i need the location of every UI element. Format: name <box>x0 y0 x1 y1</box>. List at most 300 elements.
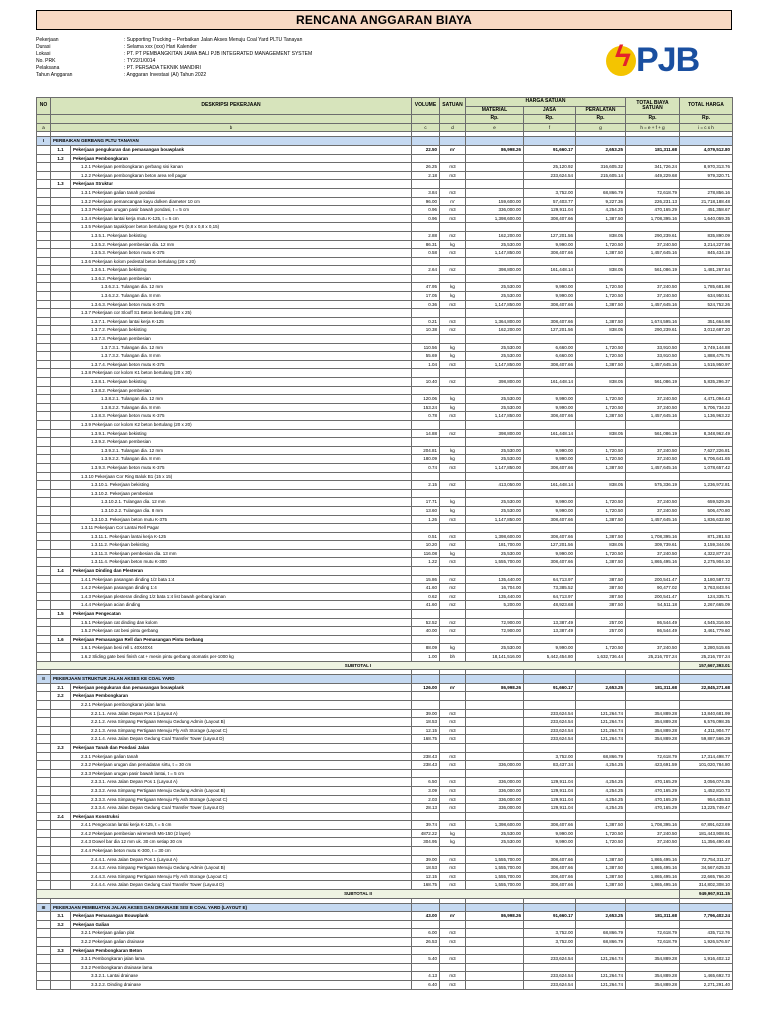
equipment-price-cell: 1,720.50 <box>576 292 626 301</box>
total-price-cell: 979,320.71 <box>680 171 733 180</box>
service-price-cell: 9,990.00 <box>524 644 576 653</box>
table-row <box>37 558 733 567</box>
total-unit-cost-cell: 423,691.59 <box>626 761 680 770</box>
empty-cell <box>51 335 71 344</box>
item-description: 2.4.3 Dowel bar dia 12 mm uk. 30 cm setiap 30 cm <box>71 838 412 847</box>
unit-cell <box>440 743 466 752</box>
row-number <box>37 163 51 172</box>
equipment-price-cell <box>576 610 626 619</box>
equipment-price-cell: 4,254.25 <box>576 804 626 813</box>
row-number <box>37 541 51 550</box>
row-number <box>37 795 51 804</box>
item-description: 1.4.3 Pekerjaan plesteran dinding 1/2 bata 1:4 list bawah gerbang kanan <box>71 592 412 601</box>
unit-cell: m3 <box>440 249 466 258</box>
service-price-cell: 161,448.14 <box>524 266 576 275</box>
total-unit-cost-cell: 290,239.61 <box>626 326 680 335</box>
row-number <box>37 829 51 838</box>
table-row <box>37 549 733 558</box>
material-price-cell <box>466 163 524 172</box>
volume-cell: 180.09 <box>412 455 440 464</box>
material-price-cell <box>466 812 524 821</box>
material-price-cell: 25,530.00 <box>466 343 524 352</box>
project-info-label: Pekerjaan <box>36 37 59 43</box>
budget-table <box>36 97 733 990</box>
volume-cell <box>412 692 440 701</box>
total-price-cell: 22,845,271.68 <box>680 683 733 692</box>
row-number <box>37 955 51 964</box>
equipment-price-cell: 68,866.79 <box>576 929 626 938</box>
total-unit-cost-cell: 54,511.18 <box>626 601 680 610</box>
table-row <box>37 881 733 890</box>
equipment-price-cell: 68,866.79 <box>576 752 626 761</box>
volume-cell: 3.84 <box>412 188 440 197</box>
volume-cell: 153.24 <box>412 403 440 412</box>
volume-cell: 0.78 <box>412 412 440 421</box>
unit-cell: m2 <box>440 618 466 627</box>
row-number <box>37 145 51 154</box>
service-price-cell: 91,660.17 <box>524 912 576 921</box>
empty-cell <box>51 498 71 507</box>
table-row <box>37 972 733 981</box>
unit-cell <box>440 154 466 163</box>
empty-cell <box>51 206 71 215</box>
table-row <box>37 438 733 447</box>
total-unit-cost-cell: 25,216,707.24 <box>626 653 680 662</box>
total-unit-cost-cell <box>626 769 680 778</box>
col-no: NO <box>37 98 51 115</box>
table-row <box>37 683 733 692</box>
total-price-cell: 3,056,074.35 <box>680 778 733 787</box>
table-row <box>37 872 733 881</box>
currency-label: Rp. <box>576 115 626 124</box>
table-row <box>37 864 733 873</box>
table-row <box>37 610 733 619</box>
total-price-cell: 1,465,692.73 <box>680 972 733 981</box>
item-description: 1.6.1 Pekerjaan besi rell L 40X40X4 <box>71 644 412 653</box>
volume-cell: 43.00 <box>412 912 440 921</box>
material-price-cell: 25,530.00 <box>466 395 524 404</box>
total-price-cell: 3,749,144.88 <box>680 343 733 352</box>
volume-cell: 28.13 <box>412 804 440 813</box>
unit-cell: m3 <box>440 317 466 326</box>
volume-cell: 96.00 <box>412 197 440 206</box>
service-price-cell: 64,713.97 <box>524 575 576 584</box>
row-number <box>37 627 51 636</box>
empty-cell <box>51 369 71 378</box>
item-number: 2.1 <box>51 683 71 692</box>
total-unit-cost-cell <box>626 920 680 929</box>
service-price-cell: 233,624.54 <box>524 735 576 744</box>
total-price-cell: 351,664.98 <box>680 317 733 326</box>
unit-cell: m2 <box>440 231 466 240</box>
total-price-cell <box>680 489 733 498</box>
service-price-cell: 5,442,454.80 <box>524 653 576 662</box>
equipment-price-cell: 68,866.79 <box>576 188 626 197</box>
item-description: 1.5.2 Pekerjaan cat besi pintu gerbang <box>71 627 412 636</box>
total-unit-cost-cell: 86,544.49 <box>626 618 680 627</box>
total-price-cell <box>680 946 733 955</box>
item-description: 1.4.2 Pekerjaan pasangan dinding 1:4 <box>71 584 412 593</box>
service-price-cell: 308,407.66 <box>524 872 576 881</box>
item-description: 1.3.9.3. Pekerjaan beton mutu K-375 <box>71 463 412 472</box>
empty-cell <box>51 592 71 601</box>
service-price-cell: 308,407.66 <box>524 317 576 326</box>
unit-cell: m3 <box>440 955 466 964</box>
column-letter: f <box>524 123 576 132</box>
empty-cell <box>51 786 71 795</box>
row-number <box>37 804 51 813</box>
item-description: 1.3.7.3. Pekerjaan pembesian <box>71 335 412 344</box>
service-price-cell: 129,911.04 <box>524 786 576 795</box>
total-unit-cost-cell: 1,865,495.16 <box>626 872 680 881</box>
table-row <box>37 769 733 778</box>
total-unit-cost-cell: 37,240.50 <box>626 506 680 515</box>
material-price-cell <box>466 769 524 778</box>
table-row <box>37 752 733 761</box>
row-number <box>37 429 51 438</box>
item-description: 3.2.1 Pekerjaan galian plat <box>71 929 412 938</box>
equipment-price-cell: 1,632,736.44 <box>576 653 626 662</box>
total-price-cell <box>680 472 733 481</box>
unit-cell: m2 <box>440 601 466 610</box>
project-info <box>36 37 312 79</box>
total-unit-cost-cell <box>626 223 680 232</box>
item-description: 2.3.3.1. Area Jalan Depan Pos 1 (Layout A) <box>71 778 412 787</box>
currency-label: Rp. <box>466 115 524 124</box>
material-price-cell: 25,530.00 <box>466 838 524 847</box>
item-number: 3.2 <box>51 920 71 929</box>
total-price-cell <box>680 223 733 232</box>
material-price-cell: 1,147,850.00 <box>466 300 524 309</box>
empty-cell <box>51 601 71 610</box>
volume-cell: 110.56 <box>412 343 440 352</box>
material-price-cell <box>466 257 524 266</box>
item-description: Pekerjaan Pengecatan <box>71 610 412 619</box>
total-unit-cost-cell <box>626 438 680 447</box>
empty-cell <box>51 223 71 232</box>
equipment-price-cell: 1,720.50 <box>576 644 626 653</box>
item-description: 3.3.2.1. Lantai drainase <box>71 972 412 981</box>
section-row <box>37 903 733 912</box>
unit-cell: m3 <box>440 412 466 421</box>
table-row <box>37 635 733 644</box>
material-price-cell: 162,200.00 <box>466 231 524 240</box>
material-price-cell <box>466 675 524 684</box>
service-price-cell: 9,990.00 <box>524 498 576 507</box>
material-price-cell: 1,398,600.00 <box>466 821 524 830</box>
total-unit-cost-cell <box>626 743 680 752</box>
unit-cell <box>440 692 466 701</box>
table-row <box>37 266 733 275</box>
volume-cell <box>412 489 440 498</box>
equipment-price-cell: 1,387.50 <box>576 463 626 472</box>
material-price-cell: 5,200.00 <box>466 601 524 610</box>
empty-cell <box>51 438 71 447</box>
volume-cell: 22.50 <box>412 145 440 154</box>
service-price-cell <box>524 309 576 318</box>
item-description: 1.3.6.3. Pekerjaan beton mutu K-375 <box>71 300 412 309</box>
unit-cell <box>440 335 466 344</box>
total-unit-cost-cell <box>626 524 680 533</box>
material-price-cell <box>466 274 524 283</box>
column-letter: i = c x h <box>680 123 733 132</box>
volume-cell <box>412 420 440 429</box>
table-row <box>37 378 733 387</box>
material-price-cell <box>466 472 524 481</box>
empty-cell <box>51 769 71 778</box>
unit-cell: m2 <box>440 592 466 601</box>
item-description: 2.2.1.3. Area Simpang Pertigaan Menuju Fly Ash Storage (Layout C) <box>71 726 412 735</box>
unit-cell: m3 <box>440 463 466 472</box>
service-price-cell: 129,911.04 <box>524 206 576 215</box>
item-description: 1.5.1 Pekerjaan cat dinding dan kolom <box>71 618 412 627</box>
volume-cell <box>412 812 440 821</box>
item-description: 1.3.6 Pekerjaan kolom pedestal beton bertulang (20 x 20) <box>71 257 412 266</box>
equipment-price-cell: 387.50 <box>576 592 626 601</box>
service-price-cell <box>524 438 576 447</box>
table-row <box>37 403 733 412</box>
service-price-cell: 308,407.66 <box>524 864 576 873</box>
material-price-cell: 398,800.00 <box>466 378 524 387</box>
total-price-cell <box>680 769 733 778</box>
empty-cell <box>51 515 71 524</box>
equipment-price-cell: 1,720.50 <box>576 283 626 292</box>
total-unit-cost-cell: 1,674,595.16 <box>626 317 680 326</box>
volume-cell <box>412 903 440 912</box>
row-number <box>37 864 51 873</box>
row-number <box>37 567 51 576</box>
unit-cell <box>440 369 466 378</box>
volume-cell <box>412 386 440 395</box>
project-info-value: : Supporting Trucking – Perbaikan Jalan Akses Menuju Coal Yard PLTU Tanayan <box>124 37 303 43</box>
service-price-cell: 9,990.00 <box>524 506 576 515</box>
equipment-price-cell: 1,720.50 <box>576 829 626 838</box>
total-unit-cost-cell <box>626 274 680 283</box>
equipment-price-cell: 257.00 <box>576 627 626 636</box>
total-unit-cost-cell: 354,889.28 <box>626 955 680 964</box>
table-row <box>37 240 733 249</box>
service-price-cell: 64,713.97 <box>524 592 576 601</box>
material-price-cell: 336,000.00 <box>466 786 524 795</box>
unit-cell: m3 <box>440 206 466 215</box>
row-number <box>37 558 51 567</box>
table-row <box>37 743 733 752</box>
volume-cell: 10.40 <box>412 378 440 387</box>
volume-cell: 26.53 <box>412 938 440 947</box>
equipment-price-cell <box>576 274 626 283</box>
unit-cell: m3 <box>440 821 466 830</box>
unit-cell: m3 <box>440 855 466 864</box>
empty-cell <box>51 360 71 369</box>
row-number <box>37 463 51 472</box>
row-number <box>37 481 51 490</box>
volume-cell <box>412 963 440 972</box>
material-price-cell: 72,900.00 <box>466 618 524 627</box>
total-unit-cost-cell <box>626 137 680 146</box>
equipment-price-cell: 257.00 <box>576 618 626 627</box>
equipment-price-cell: 1,720.50 <box>576 506 626 515</box>
material-price-cell: 25,530.00 <box>466 240 524 249</box>
row-number <box>37 838 51 847</box>
service-price-cell <box>524 743 576 752</box>
material-price-cell <box>466 847 524 856</box>
item-description: 2.3.3 Pekerjaan urugan pasir bawah lantai, t = 5 cm <box>71 769 412 778</box>
total-price-cell: 67,891,623.69 <box>680 821 733 830</box>
table-row <box>37 197 733 206</box>
item-description: 1.3.6.2.1. Tulangan dia. 12 mm <box>71 283 412 292</box>
volume-cell <box>412 920 440 929</box>
unit-cell <box>440 610 466 619</box>
equipment-price-cell <box>576 524 626 533</box>
service-price-cell: 308,407.66 <box>524 532 576 541</box>
empty-cell <box>51 644 71 653</box>
unit-cell: m3 <box>440 735 466 744</box>
total-price-cell <box>680 963 733 972</box>
total-unit-cost-cell: 1,457,645.16 <box>626 300 680 309</box>
item-description: 1.3.6.2. Pekerjaan pembesian <box>71 274 412 283</box>
unit-cell: kg <box>440 498 466 507</box>
equipment-price-cell: 68,866.79 <box>576 938 626 947</box>
item-number: 1.1 <box>51 145 71 154</box>
row-number: II <box>37 675 51 684</box>
total-price-cell: 1,836,632.90 <box>680 515 733 524</box>
table-row <box>37 515 733 524</box>
unit-cell <box>440 769 466 778</box>
service-price-cell <box>524 769 576 778</box>
total-unit-cost-cell: 354,889.28 <box>626 972 680 981</box>
equipment-price-cell: 1,387.50 <box>576 532 626 541</box>
subtotal-label: SUBTOTAL I <box>37 661 680 670</box>
material-price-cell <box>466 489 524 498</box>
item-description: 3.3.2.2. Dinding drainase <box>71 980 412 989</box>
service-price-cell: 57,403.77 <box>524 197 576 206</box>
volume-cell: 39.00 <box>412 855 440 864</box>
unit-cell: m2 <box>440 378 466 387</box>
unit-cell <box>440 635 466 644</box>
service-price-cell: 161,448.14 <box>524 378 576 387</box>
volume-cell: 39.00 <box>412 709 440 718</box>
total-price-cell <box>680 386 733 395</box>
total-price-cell: 59,887,566.29 <box>680 735 733 744</box>
table-row <box>37 429 733 438</box>
volume-cell: 2.03 <box>412 795 440 804</box>
unit-cell: m3 <box>440 804 466 813</box>
equipment-price-cell: 1,720.50 <box>576 395 626 404</box>
item-description: 1.3.11.3. Pekerjaan pembesian dia. 13 mm <box>71 549 412 558</box>
row-number <box>37 335 51 344</box>
empty-cell <box>51 821 71 830</box>
material-price-cell: 135,440.00 <box>466 575 524 584</box>
empty-cell <box>51 829 71 838</box>
item-description: 1.3.10 Pekerjaan Cor Ring Balok B1 (15 x 15) <box>71 472 412 481</box>
total-price-cell: 1,640,059.35 <box>680 214 733 223</box>
table-row <box>37 386 733 395</box>
column-letter: c <box>412 123 440 132</box>
table-row <box>37 692 733 701</box>
total-unit-cost-cell: 1,865,495.16 <box>626 881 680 890</box>
table-row <box>37 955 733 964</box>
unit-cell: m3 <box>440 929 466 938</box>
volume-cell: 1.00 <box>412 653 440 662</box>
total-price-cell: 17,314,498.77 <box>680 752 733 761</box>
volume-cell <box>412 700 440 709</box>
table-row <box>37 795 733 804</box>
table-row <box>37 455 733 464</box>
item-number: 3.3 <box>51 946 71 955</box>
total-price-cell <box>680 610 733 619</box>
service-price-cell: 308,407.66 <box>524 558 576 567</box>
material-price-cell <box>466 700 524 709</box>
table-row <box>37 317 733 326</box>
empty-cell <box>51 231 71 240</box>
item-description: 1.3.10.3. Pekerjaan beton mutu K-375 <box>71 515 412 524</box>
total-unit-cost-cell: 354,889.28 <box>626 718 680 727</box>
item-description: 3.2.2 Pekerjaan galian drainase <box>71 938 412 947</box>
unit-cell: m3 <box>440 709 466 718</box>
equipment-price-cell: 1,720.50 <box>576 240 626 249</box>
unit-cell: m' <box>440 912 466 921</box>
col-material: MATERIAL <box>466 106 524 115</box>
volume-cell: 55.69 <box>412 352 440 361</box>
row-number <box>37 653 51 662</box>
service-price-cell <box>524 489 576 498</box>
row-number <box>37 912 51 921</box>
empty-cell <box>51 963 71 972</box>
project-info-row <box>36 65 312 72</box>
row-number <box>37 972 51 981</box>
total-unit-cost-cell: 37,240.50 <box>626 403 680 412</box>
material-price-cell <box>466 137 524 146</box>
volume-cell: 2.64 <box>412 266 440 275</box>
item-description: 1.3.11.4. Pekerjaan beton mutu K-300 <box>71 558 412 567</box>
row-number <box>37 635 51 644</box>
volume-cell: 168.75 <box>412 735 440 744</box>
table-row <box>37 912 733 921</box>
total-unit-cost-cell: 37,240.50 <box>626 455 680 464</box>
equipment-price-cell <box>576 438 626 447</box>
equipment-price-cell: 1,720.50 <box>576 498 626 507</box>
total-unit-cost-cell: 181,311.68 <box>626 683 680 692</box>
total-price-cell: 7,627,226.81 <box>680 446 733 455</box>
row-number <box>37 506 51 515</box>
equipment-price-cell: 838.05 <box>576 481 626 490</box>
equipment-price-cell: 1,720.50 <box>576 343 626 352</box>
unit-cell <box>440 489 466 498</box>
material-price-cell <box>466 309 524 318</box>
empty-cell <box>51 163 71 172</box>
empty-cell <box>51 283 71 292</box>
equipment-price-cell: 1,387.50 <box>576 881 626 890</box>
total-price-cell: 101,020,784.80 <box>680 761 733 770</box>
equipment-price-cell: 1,387.50 <box>576 300 626 309</box>
empty-cell <box>51 489 71 498</box>
material-price-cell: 413,050.00 <box>466 481 524 490</box>
empty-cell <box>51 532 71 541</box>
total-price-cell <box>680 920 733 929</box>
unit-cell <box>440 438 466 447</box>
total-unit-cost-cell <box>626 386 680 395</box>
material-price-cell: 25,530.00 <box>466 292 524 301</box>
table-row <box>37 145 733 154</box>
total-unit-cost-cell: 72,618.79 <box>626 938 680 947</box>
material-price-cell: 1,398,600.00 <box>466 214 524 223</box>
row-number <box>37 524 51 533</box>
material-price-cell <box>466 335 524 344</box>
volume-cell: 10.38 <box>412 326 440 335</box>
total-price-cell <box>680 524 733 533</box>
unit-cell: kg <box>440 506 466 515</box>
material-price-cell: 25,530.00 <box>466 506 524 515</box>
